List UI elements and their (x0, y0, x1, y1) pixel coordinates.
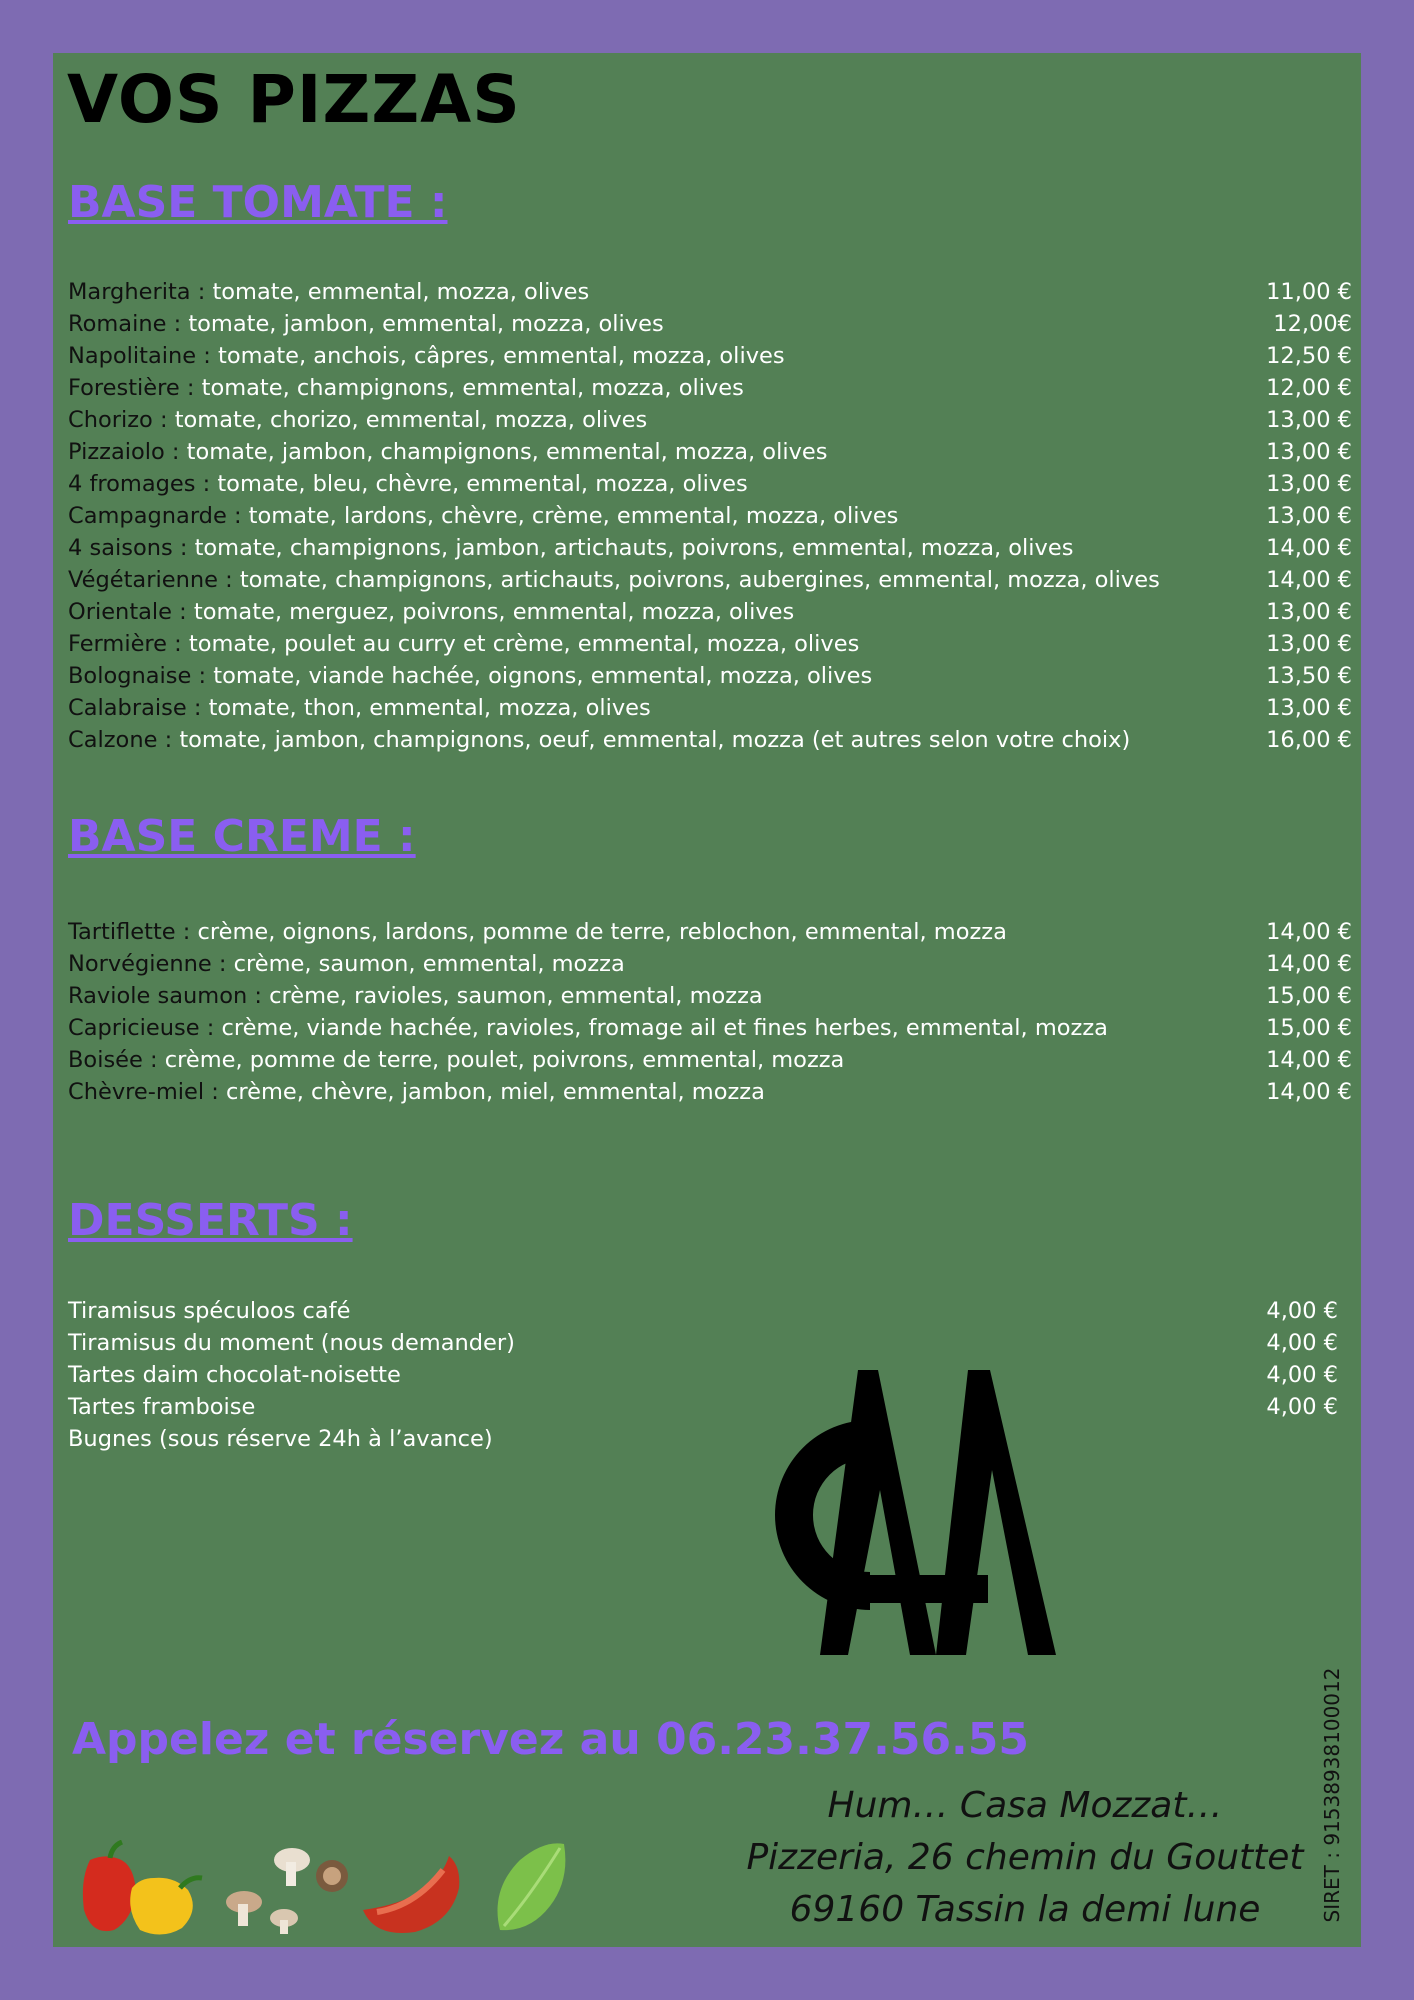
pizza-tomate-name: 4 saisons : (68, 535, 188, 561)
pizza-tomate-ingredients: tomate, thon, emmental, mozza, olives (201, 695, 651, 721)
pizza-tomate-price: 13,50 € (1266, 663, 1352, 689)
pizza-creme-price: 14,00 € (1266, 919, 1352, 945)
pizza-creme-name: Raviole saumon : (68, 983, 262, 1009)
dessert-price: 4,00 € (1266, 1298, 1338, 1324)
pizza-tomate-ingredients: tomate, emmental, mozza, olives (205, 279, 590, 305)
pizza-tomate-row (68, 532, 1352, 564)
pizza-tomate-price: 13,00 € (1266, 631, 1352, 657)
pizza-tomate-ingredients: tomate, anchois, câpres, emmental, mozza, olives (210, 343, 785, 369)
page-title: VOS PIZZAS (67, 61, 521, 138)
pizza-creme-price: 14,00 € (1266, 951, 1352, 977)
dessert-price: 4,00 € (1266, 1362, 1338, 1388)
pizza-list-creme (68, 916, 1352, 1108)
pizza-creme-row (68, 948, 1352, 980)
pizza-tomate-name: Orientale : (68, 599, 187, 625)
dessert-row (68, 1295, 1352, 1327)
pizza-tomate-row (68, 692, 1352, 724)
reservation-call-to-action: Appelez et réservez au 06.23.37.56.55 (72, 1714, 1029, 1765)
siret-text: SIRET : 91538938100012 (1320, 1667, 1344, 1923)
pizza-tomate-ingredients: tomate, lardons, chèvre, crème, emmental, mozza, olives (241, 503, 899, 529)
pizza-creme-ingredients: crème, ravioles, saumon, emmental, mozza (261, 983, 763, 1009)
dessert-row (68, 1391, 1352, 1423)
pizza-tomate-row (68, 340, 1352, 372)
pizza-tomate-name: Margherita : (68, 279, 206, 305)
pizza-tomate-price: 12,00 € (1266, 375, 1352, 401)
pizza-tomate-ingredients: tomate, champignons, artichauts, poivrons, aubergines, emmental, mozza, olives (232, 567, 1160, 593)
pizza-tomate-ingredients: tomate, champignons, emmental, mozza, olives (194, 375, 744, 401)
pizza-tomate-row (68, 660, 1352, 692)
pizza-creme-ingredients: crème, saumon, emmental, mozza (226, 951, 625, 977)
pizza-tomate-row (68, 276, 1352, 308)
address-line-street: Pizzeria, 26 chemin du Gouttet (746, 1837, 1304, 1878)
pizza-tomate-ingredients: tomate, jambon, champignons, emmental, mozza, olives (179, 439, 828, 465)
pizza-tomate-ingredients: tomate, poulet au curry et crème, emmental, mozza, olives (181, 631, 860, 657)
pizza-tomate-price: 13,00 € (1266, 471, 1352, 497)
pizza-tomate-price: 13,00 € (1266, 695, 1352, 721)
pizza-tomate-name: Napolitaine : (68, 343, 211, 369)
dessert-price: 4,00 € (1266, 1330, 1338, 1356)
pizza-tomate-price: 16,00 € (1266, 727, 1352, 753)
tomato-icon (355, 1840, 465, 1940)
pizza-creme-price: 15,00 € (1266, 983, 1352, 1009)
dessert-price: 4,00 € (1266, 1394, 1338, 1420)
pizza-creme-name: Chèvre-miel : (68, 1079, 219, 1105)
casa-mozzat-logo (760, 1350, 1080, 1670)
basil-leaf-icon (490, 1840, 570, 1940)
section-heading-creme: BASE CREME : (68, 811, 416, 862)
dessert-name: Tartes daim chocolat-noisette (68, 1362, 401, 1388)
pizza-tomate-ingredients: tomate, bleu, chèvre, emmental, mozza, olives (210, 471, 748, 497)
pizza-creme-price: 14,00 € (1266, 1079, 1352, 1105)
pizza-tomate-name: Chorizo : (68, 407, 168, 433)
address-line-city: 69160 Tassin la demi lune (789, 1889, 1261, 1930)
pizza-tomate-price: 13,00 € (1266, 439, 1352, 465)
pizza-creme-ingredients: crème, oignons, lardons, pomme de terre, reblochon, emmental, mozza (190, 919, 1007, 945)
pizza-tomate-name: Campagnarde : (68, 503, 242, 529)
pizza-tomate-name: Calzone : (68, 727, 173, 753)
pepper-icon (70, 1840, 210, 1940)
dessert-list (68, 1295, 1352, 1455)
pizza-tomate-row (68, 596, 1352, 628)
pizza-tomate-price: 12,50 € (1266, 343, 1352, 369)
pizza-creme-row (68, 916, 1352, 948)
pizza-tomate-row (68, 468, 1352, 500)
pizza-tomate-price: 13,00 € (1266, 503, 1352, 529)
pizza-tomate-name: Pizzaiolo : (68, 439, 180, 465)
restaurant-address (740, 1780, 1310, 1936)
dessert-row (68, 1423, 1352, 1455)
pizza-tomate-name: Végétarienne : (68, 567, 233, 593)
pizza-creme-price: 15,00 € (1266, 1015, 1352, 1041)
pizza-creme-name: Boisée : (68, 1047, 158, 1073)
mushroom-icon (222, 1840, 352, 1940)
dessert-row (68, 1327, 1352, 1359)
dessert-name: Tiramisus du moment (nous demander) (68, 1330, 515, 1356)
address-line-slogan: Hum… Casa Mozzat… (827, 1785, 1223, 1826)
pizza-creme-ingredients: crème, pomme de terre, poulet, poivrons, emmental, mozza (157, 1047, 845, 1073)
pizza-tomate-row (68, 500, 1352, 532)
pizza-tomate-ingredients: tomate, chorizo, emmental, mozza, olives (167, 407, 648, 433)
pizza-tomate-row (68, 724, 1352, 756)
pizza-creme-name: Capricieuse : (68, 1015, 215, 1041)
pizza-tomate-ingredients: tomate, viande hachée, oignons, emmental, mozza, olives (206, 663, 873, 689)
pizza-tomate-name: Fermière : (68, 631, 182, 657)
pizza-creme-price: 14,00 € (1266, 1047, 1352, 1073)
dessert-row (68, 1359, 1352, 1391)
section-heading-tomate: BASE TOMATE : (68, 177, 448, 228)
dessert-name: Bugnes (sous réserve 24h à l’avance) (68, 1426, 493, 1452)
pizza-tomate-ingredients: tomate, merguez, poivrons, emmental, mozza, olives (186, 599, 795, 625)
pizza-tomate-row (68, 404, 1352, 436)
pizza-creme-row (68, 980, 1352, 1012)
dessert-name: Tiramisus spéculoos café (68, 1298, 351, 1324)
pizza-tomate-name: Romaine : (68, 311, 182, 337)
section-heading-desserts: DESSERTS : (68, 1195, 353, 1246)
pizza-tomate-price: 14,00 € (1266, 535, 1352, 561)
pizza-creme-row (68, 1012, 1352, 1044)
pizza-tomate-price: 11,00 € (1266, 279, 1352, 305)
pizza-tomate-name: 4 fromages : (68, 471, 211, 497)
pizza-tomate-row (68, 372, 1352, 404)
pizza-tomate-ingredients: tomate, jambon, champignons, oeuf, emmental, mozza (et autres selon votre choix) (172, 727, 1131, 753)
pizza-tomate-ingredients: tomate, jambon, emmental, mozza, olives (181, 311, 664, 337)
pizza-tomate-price: 13,00 € (1266, 599, 1352, 625)
pizza-creme-name: Norvégienne : (68, 951, 227, 977)
pizza-creme-name: Tartiflette : (68, 919, 191, 945)
siret-number (1312, 1660, 1352, 1930)
pizza-creme-ingredients: crème, chèvre, jambon, miel, emmental, mozza (218, 1079, 765, 1105)
pizza-tomate-row (68, 564, 1352, 596)
pizza-creme-row (68, 1076, 1352, 1108)
pizza-tomate-price: 13,00 € (1266, 407, 1352, 433)
pizza-tomate-row (68, 628, 1352, 660)
pizza-tomate-price: 12,00€ (1273, 311, 1352, 337)
pizza-tomate-row (68, 308, 1352, 340)
pizza-tomate-name: Calabraise : (68, 695, 202, 721)
pizza-tomate-name: Forestière : (68, 375, 195, 401)
pizza-tomate-row (68, 436, 1352, 468)
pizza-tomate-ingredients: tomate, champignons, jambon, artichauts, poivrons, emmental, mozza, olives (187, 535, 1074, 561)
dessert-name: Tartes framboise (68, 1394, 256, 1420)
pizza-tomate-name: Bolognaise : (68, 663, 207, 689)
pizza-list-tomate (68, 276, 1352, 756)
pizza-tomate-price: 14,00 € (1266, 567, 1352, 593)
pizza-creme-ingredients: crème, viande hachée, ravioles, fromage ail et fines herbes, emmental, mozza (214, 1015, 1108, 1041)
pizza-creme-row (68, 1044, 1352, 1076)
